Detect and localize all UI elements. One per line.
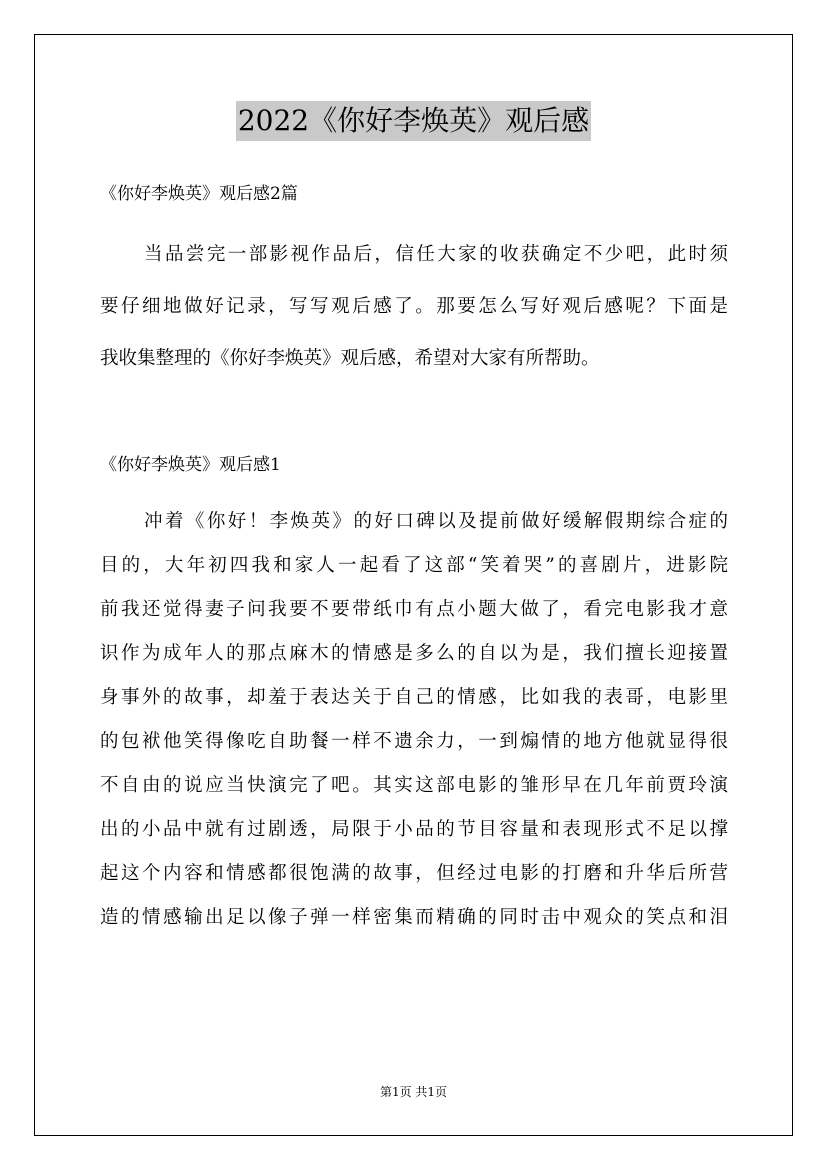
body-line: 的包袱他笑得像吃自助餐一样不遗余力，一到煽情的地方他就显得很 [100, 731, 728, 752]
document-subtitle: 《你好李焕英》观后感2篇 [100, 184, 298, 204]
body-paragraph [100, 500, 728, 940]
body-line: 冲着《你好！李焕英》的好口碑以及提前做好缓解假期综合症的 [144, 511, 728, 532]
page-footer: 第1页 共1页 [379, 1085, 448, 1099]
document-title: 2022《你好李焕英》观后感 [236, 101, 591, 141]
body-line: 起这个内容和情感都很饱满的故事，但经过电影的打磨和升华后所营 [100, 863, 728, 884]
intro-line: 我收集整理的《你好李焕英》观后感，希望对大家有所帮助。 [100, 348, 600, 369]
body-line: 不自由的说应当快演完了吧。其实这部电影的雏形早在几年前贾玲演 [100, 775, 728, 796]
intro-line: 当品尝完一部影视作品后，信任大家的收获确定不少吧，此时须 [144, 244, 728, 265]
section-heading: 《你好李焕英》观后感1 [100, 455, 281, 475]
title-container [0, 101, 827, 141]
intro-line: 要仔细地做好记录，写写观后感了。那要怎么写好观后感呢？下面是 [100, 296, 728, 317]
body-line: 造的情感输出足以像子弹一样密集而精确的同时击中观众的笑点和泪 [100, 907, 728, 928]
body-line: 目的，大年初四我和家人一起看了这部“笑着哭”的喜剧片，进影院 [100, 555, 728, 576]
body-line: 识作为成年人的那点麻木的情感是多么的自以为是，我们擅长迎接置 [100, 643, 728, 664]
body-line: 前我还觉得妻子问我要不要带纸巾有点小题大做了，看完电影我才意 [100, 599, 728, 620]
body-line: 出的小品中就有过剧透，局限于小品的节目容量和表现形式不足以撑 [100, 819, 728, 840]
intro-paragraph [100, 229, 728, 385]
body-line: 身事外的故事，却羞于表达关于自己的情感，比如我的表哥，电影里 [100, 687, 728, 708]
